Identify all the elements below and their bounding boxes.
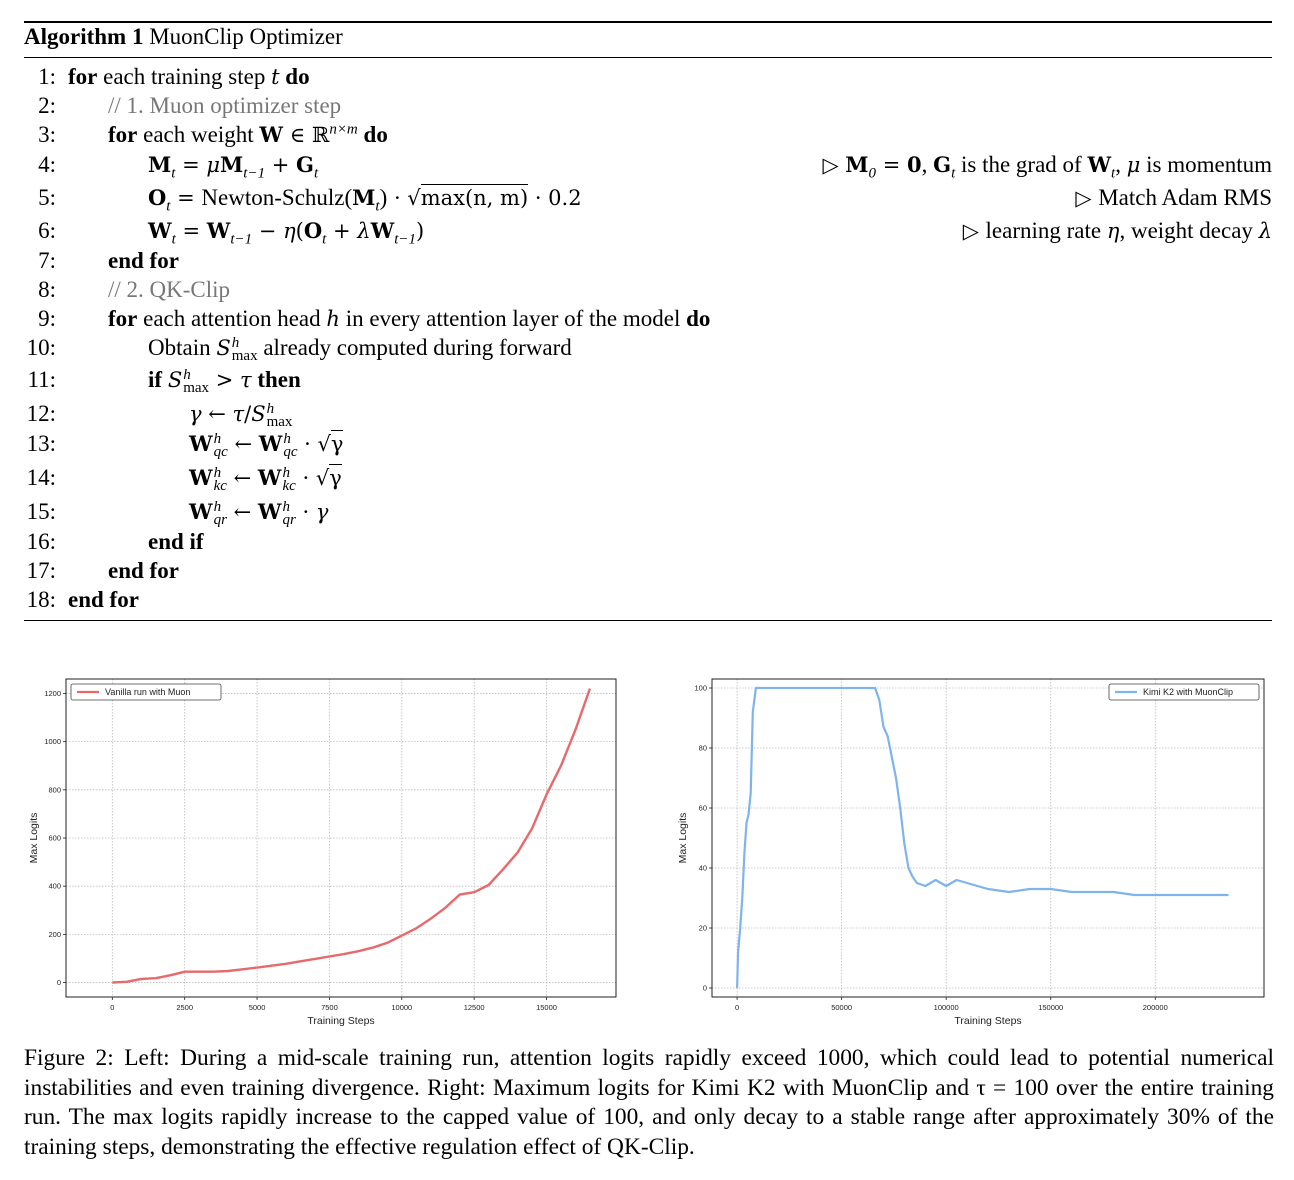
- math-bold-symbol: O: [148, 185, 167, 210]
- math-bold-symbol: G: [933, 152, 952, 177]
- x-tick-label: 12500: [463, 1003, 485, 1012]
- algorithm-line: [0, 335, 1294, 365]
- math-symbol: η: [1106, 219, 1120, 243]
- math-symbol: S: [251, 402, 266, 426]
- superscript: h: [283, 430, 291, 447]
- algorithm-line: [0, 64, 1294, 94]
- line-number: 9:: [38, 306, 56, 331]
- math-symbol: τ: [232, 402, 245, 426]
- line-number: 1:: [38, 64, 56, 89]
- line-code: [68, 587, 139, 613]
- line-number: 13:: [26, 431, 56, 456]
- math-operator: +: [326, 219, 358, 243]
- keyword: for: [108, 306, 138, 331]
- text: Obtain: [148, 335, 217, 360]
- superscript: h: [213, 498, 222, 515]
- algorithm-line: [0, 431, 1294, 461]
- legend-label: Kimi K2 with MuonClip: [1143, 687, 1234, 697]
- x-tick-label: 5000: [248, 1003, 266, 1012]
- y-tick-label: 400: [48, 881, 61, 891]
- y-tick-label: 800: [48, 785, 61, 795]
- line-number: 7:: [38, 248, 56, 273]
- math-operator: ∈ ℝ: [282, 123, 330, 147]
- math-operator: /: [244, 402, 252, 426]
- superscript: h: [282, 498, 290, 515]
- bottom-rule: [24, 620, 1272, 621]
- subscript: t: [171, 165, 176, 182]
- line-code: [108, 248, 179, 274]
- algorithm-line: [0, 93, 1294, 123]
- math-bold-symbol: G: [296, 152, 314, 177]
- x-tick-label: 7500: [321, 1003, 338, 1012]
- math-symbol: S: [167, 368, 183, 392]
- math-supsub: [231, 334, 258, 364]
- text: each weight: [137, 122, 260, 147]
- x-tick-label: 150000: [1038, 1003, 1064, 1012]
- math-symbol: t: [271, 65, 280, 89]
- subscript: 0: [868, 165, 877, 182]
- math-operator: · √: [295, 466, 330, 490]
- math-bold-symbol: W: [259, 122, 283, 147]
- y-tick-label: 40: [698, 863, 707, 873]
- x-axis-label: Training Steps: [307, 1015, 375, 1027]
- keyword: for: [68, 64, 98, 89]
- y-tick-label: 0: [702, 983, 707, 993]
- math-bold-symbol: W: [148, 218, 172, 243]
- math-operator: =: [175, 219, 207, 243]
- text: in every attention layer of the model: [339, 306, 687, 331]
- math-supsub: [282, 464, 296, 494]
- text: ,: [921, 152, 934, 177]
- x-tick-label: 50000: [831, 1003, 853, 1012]
- line-code: [148, 335, 572, 363]
- line-code: [189, 401, 292, 429]
- math-symbol: μ: [1126, 153, 1141, 177]
- algorithm-line: [0, 465, 1294, 495]
- math-symbol: γ: [315, 500, 329, 524]
- keyword: end for: [68, 587, 139, 612]
- line-number: 4:: [38, 152, 56, 177]
- y-tick-label: 600: [48, 833, 61, 843]
- line-code: [108, 558, 179, 584]
- figure-caption: Figure 2: Left: During a mid-scale training run, attention logits rapidly exceed 1000, which could lead to potential numerical instabilities and even training divergence. Right: Maximum logits for Kimi K2 with MuonClip and τ = 100 over the entire training run. The max logits rapidly increase to the capped value of 100, and only decay to a stable range after approximately 30% of the training steps, demonstrating the effective regulation effect of QK-Clip.: [24, 1045, 1274, 1160]
- subscript: qr: [213, 511, 227, 528]
- text: , weight decay: [1119, 218, 1259, 243]
- math-bold-symbol: W: [189, 431, 213, 456]
- chart-left-svg: [24, 668, 624, 1030]
- text: each training step: [97, 64, 272, 89]
- legend: [71, 684, 221, 700]
- subscript: max: [266, 413, 293, 430]
- math-operator: ·: [295, 500, 316, 524]
- text: each attention head: [137, 306, 327, 331]
- math-bold-symbol: W: [370, 218, 395, 243]
- x-tick-label: 100000: [933, 1003, 959, 1012]
- subscript: t: [166, 198, 171, 215]
- math-bold-symbol: M: [845, 152, 869, 177]
- subscript: t−1: [230, 231, 253, 248]
- math-operator: =: [175, 153, 207, 177]
- superscript: h: [183, 366, 191, 383]
- math-supsub: [282, 498, 296, 528]
- text: is the grad of: [955, 152, 1088, 177]
- keyword: end if: [148, 529, 204, 554]
- subscript: t−1: [394, 231, 416, 248]
- math-symbol: h: [326, 307, 340, 331]
- superscript: h: [266, 400, 275, 417]
- y-tick-label: 60: [698, 803, 707, 813]
- math-supsub: [283, 430, 298, 460]
- math-bold-symbol: W: [1087, 152, 1112, 177]
- algorithm-line: [0, 152, 1294, 182]
- algorithm-name: MuonClip Optimizer: [149, 24, 343, 49]
- subscript: qc: [213, 443, 228, 460]
- subscript: t: [1111, 165, 1116, 182]
- subscript: t−1: [243, 165, 266, 182]
- line-number: 10:: [26, 335, 56, 360]
- text: learning rate: [985, 218, 1107, 243]
- keyword: end for: [108, 248, 179, 273]
- subscript: t: [951, 165, 956, 182]
- math-operator: −: [252, 219, 284, 243]
- x-tick-label: 0: [110, 1003, 115, 1012]
- x-tick-label: 15000: [536, 1003, 557, 1012]
- subscript: max: [231, 347, 258, 364]
- line-number: 5:: [38, 185, 56, 210]
- text: already computed during forward: [257, 335, 572, 360]
- y-tick-label: 1000: [44, 737, 61, 747]
- x-tick-label: 10000: [391, 1003, 413, 1012]
- x-tick-label: 2500: [176, 1003, 194, 1012]
- math-bold-symbol: W: [257, 499, 282, 524]
- superscript: h: [231, 334, 240, 351]
- legend: [1109, 684, 1259, 700]
- math-supsub: [213, 498, 227, 528]
- line-code: [108, 122, 388, 148]
- line-number: 14:: [26, 465, 56, 490]
- line-number: 11:: [27, 367, 56, 392]
- text: ): [379, 185, 388, 210]
- algorithm-line: [0, 122, 1294, 152]
- subscript: kc: [282, 477, 296, 494]
- line-code: [148, 218, 425, 248]
- code-comment: // 1. Muon optimizer step: [108, 93, 342, 118]
- math-symbol: η: [283, 219, 296, 243]
- math-symbol: μ: [206, 153, 221, 177]
- line-comment: [822, 152, 1272, 182]
- math-bold-symbol: W: [189, 465, 213, 490]
- line-number: 3:: [38, 122, 56, 147]
- algorithm-line: [0, 306, 1294, 336]
- line-number: 18:: [26, 587, 56, 612]
- math-operator: +: [265, 153, 297, 177]
- math-operator: ▷: [822, 153, 846, 177]
- line-code: [148, 367, 301, 395]
- y-tick-label: 100: [694, 683, 707, 693]
- line-number: 17:: [26, 558, 56, 583]
- keyword: for: [108, 122, 138, 147]
- line-code: [68, 64, 310, 90]
- y-tick-label: 1200: [44, 688, 61, 698]
- superscript: h: [213, 430, 222, 447]
- line-code: [108, 93, 341, 119]
- math-operator: ←: [227, 432, 259, 456]
- keyword: do: [686, 306, 711, 331]
- line-number: 6:: [38, 218, 56, 243]
- line-code: [189, 465, 342, 493]
- line-code: [108, 277, 230, 303]
- x-tick-label: 0: [735, 1003, 740, 1012]
- sqrt-argument: γ: [329, 466, 342, 490]
- math-bold-symbol: M: [220, 152, 244, 177]
- superscript: h: [282, 464, 290, 481]
- y-tick-label: 20: [698, 923, 707, 933]
- keyword: do: [285, 64, 310, 89]
- chart-right-svg: [668, 668, 1274, 1030]
- algorithm-label: Algorithm 1: [24, 24, 144, 49]
- math-operator: =: [170, 186, 202, 210]
- math-bold-symbol: 0: [907, 152, 922, 177]
- code-comment: // 2. QK-Clip: [108, 277, 231, 302]
- subscript: t: [322, 231, 327, 248]
- math-operator: (: [295, 219, 304, 243]
- line-code: [148, 185, 582, 215]
- math-symbol: τ: [239, 368, 252, 392]
- algorithm-line: [0, 367, 1294, 397]
- subscript: qr: [282, 511, 296, 528]
- math-symbol: λ: [357, 219, 371, 243]
- algorithm-line: [0, 248, 1294, 278]
- subscript: qc: [283, 443, 298, 460]
- plot-area: [712, 679, 1264, 997]
- algorithm-line: [0, 277, 1294, 307]
- keyword: end for: [108, 558, 179, 583]
- math-bold-symbol: O: [303, 218, 323, 243]
- math-operator: · √: [387, 186, 421, 210]
- line-code: [189, 431, 343, 459]
- line-code: [108, 306, 710, 332]
- line-code: [148, 152, 319, 182]
- chart-right: [668, 668, 1274, 1030]
- line-number: 2:: [38, 93, 56, 118]
- superscript: h: [213, 464, 222, 481]
- text: Match Adam RMS: [1098, 185, 1272, 210]
- sqrt-argument: γ: [330, 432, 344, 456]
- line-comment: [1075, 185, 1272, 211]
- math-operator: ▷: [1075, 186, 1099, 210]
- keyword: if: [148, 367, 163, 392]
- subscript: t: [171, 231, 176, 248]
- math-bold-symbol: W: [258, 431, 283, 456]
- math-symbol: λ: [1258, 219, 1272, 243]
- superscript: n×m: [329, 121, 358, 138]
- math-bold-symbol: M: [148, 152, 172, 177]
- y-tick-label: 0: [56, 978, 61, 988]
- algorithm-line: [0, 218, 1294, 248]
- y-axis-label: Max Logits: [677, 812, 689, 864]
- line-code: [148, 529, 204, 555]
- math-operator: ▷: [962, 219, 986, 243]
- line-number: 15:: [26, 499, 56, 524]
- algorithm-line: [0, 185, 1294, 215]
- algorithm-line: [0, 558, 1294, 588]
- title-rule: [24, 57, 1272, 58]
- math-supsub: [183, 366, 210, 396]
- x-tick-label: 200000: [1142, 1003, 1168, 1012]
- chart-left: [24, 668, 624, 1030]
- subscript: t: [375, 198, 380, 215]
- line-code: [189, 499, 328, 527]
- algorithm-line: [0, 499, 1294, 529]
- math-supsub: [213, 464, 227, 494]
- subscript: kc: [213, 477, 227, 494]
- math-operator: ): [415, 219, 425, 243]
- math-bold-symbol: W: [257, 465, 282, 490]
- subscript: max: [183, 379, 210, 396]
- math-bold-symbol: W: [189, 499, 213, 524]
- math-operator: · √: [297, 432, 331, 456]
- line-number: 16:: [26, 529, 56, 554]
- math-supsub: [213, 430, 228, 460]
- y-axis-label: Max Logits: [28, 812, 40, 864]
- subscript: t: [313, 165, 319, 182]
- math-operator: >: [209, 368, 240, 392]
- x-axis-label: Training Steps: [954, 1015, 1022, 1027]
- math-operator: ←: [226, 500, 258, 524]
- text: ,: [1115, 152, 1127, 177]
- line-comment: [963, 218, 1272, 244]
- algorithm-line: [0, 401, 1294, 431]
- top-rule: [24, 21, 1272, 23]
- keyword: then: [257, 367, 301, 392]
- math-bold-symbol: M: [352, 185, 376, 210]
- legend-label: Vanilla run with Muon: [105, 687, 191, 697]
- math-operator: ←: [226, 466, 258, 490]
- y-tick-label: 80: [698, 743, 707, 753]
- y-tick-label: 200: [48, 929, 61, 939]
- math-operator: · 0.2: [528, 186, 582, 210]
- math-supsub: [266, 400, 293, 430]
- line-number: 12:: [26, 401, 56, 426]
- math-symbol: γ: [189, 402, 202, 426]
- keyword: do: [363, 122, 388, 147]
- algorithm-line: [0, 529, 1294, 559]
- algorithm-line: [0, 587, 1294, 617]
- math-bold-symbol: W: [206, 218, 231, 243]
- text: Newton-Schulz(: [201, 185, 353, 210]
- math-symbol: S: [216, 336, 231, 360]
- line-number: 8:: [38, 277, 56, 302]
- sqrt-argument: max(n, m): [420, 186, 529, 210]
- text: is momentum: [1140, 152, 1272, 177]
- algorithm-title: [24, 24, 343, 50]
- math-operator: ←: [201, 402, 233, 426]
- math-operator: =: [876, 153, 907, 177]
